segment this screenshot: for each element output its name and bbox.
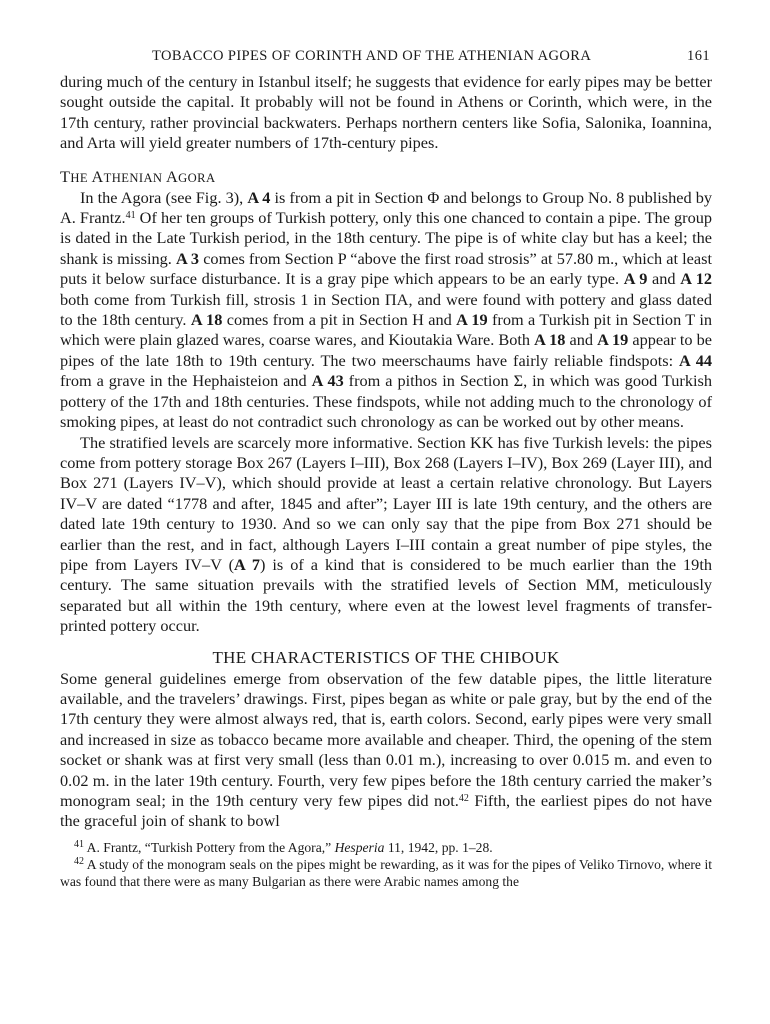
heading-athenian-agora: THE ATHENIAN AGORA xyxy=(60,166,216,186)
running-head-title: TOBACCO PIPES OF CORINTH AND OF THE ATHENIAN AGORA xyxy=(152,48,592,64)
section-title: THE CHARACTERISTICS OF THE CHIBOUK xyxy=(212,647,560,667)
catalog-ref: A 9 xyxy=(623,269,648,289)
footnote-41: $^{41}$ A. Frantz, “Turkish Pottery from the Agora,” Hesperia 11, 1942, pp. 1–28. xyxy=(74,838,493,855)
catalog-ref: A 3 xyxy=(175,248,200,268)
catalog-ref: A 18 xyxy=(190,310,223,330)
paragraph-2: In the Agora (see Fig. 3), A 4 is from a pit in Section Φ and belongs to Group No. 8 published by A. Frantz.$^{41}$ Of her ten groups of Turkish pottery, only this one chanced to contain a pipe. The group is dated in the Late Turkish period, in the 18th century. The pipe is of white clay but has a keel; the shank is missing. A 3 comes from Section P “above the first road strosis” at 57.80 m., which at least puts it below surface disturbance. It is a gray pipe which appears to be an early type. A 9 and A 12 both come from Turkish fill, strosis 1 in Section ΠΑ, and were found with pottery and glass dated to the 18th century. A 18 comes from a pit in Section H and A 19 from a Turkish pit in Section T in which were plain glazed wares, coarse wares, and Kioutakia Ware. Both A 18 and A 19 appear to be pipes of the late 18th to 19th century. The two meerschaums have fairly reliable findspots: A 44 from a grave in the Hephaisteion and A 43 from a pithos in Section Σ, in which was good Turkish pottery of the 17th and 18th centuries. These findspots, while not adding much to the chronology of smoking pipes, at least do not contradict such chronology as can be worked out by other means. xyxy=(60,187,713,432)
catalog-ref: A 19 xyxy=(456,310,488,330)
catalog-ref: A 19 xyxy=(597,330,629,350)
footnotes xyxy=(60,839,712,890)
catalog-ref: A 18 xyxy=(534,330,566,350)
footnote-ref-42[interactable]: 42 xyxy=(458,793,469,804)
footnote-42: $^{42}$ A study of the monogram seals on the pipes might be rewarding, as it was for the pipes of Veliko Tirnovo, where it was found that there were as many Bulgarian as there were Arabic names among the xyxy=(60,855,712,889)
paragraph-3: The stratified levels are scarcely more informative. Section KK has five Turkish levels: the pipes come from pottery storage Box 267 (Layers I–III), Box 268 (Layers I–IV), Box 269 (Layer III), and Box 271 (Layers IV–V), which should provide at least a certain relative chronology. But Layers IV–V are dated “1778 and after, 1845 and after”; Layer III is late 19th century, and the others are dated late 19th century to 1930. And so we can only say that the pipe from Box 271 should be earlier than the rest, and in fact, although Layers I–III contain a great number of pipe styles, the pipe from Layers IV–V (A 7) is of a kind that is considered to be much earlier than the 19th century. The same situation prevails with the stratified levels of Section MM, meticulously separated but all within the 19th century, where even at the lowest level fragments of transfer-printed pottery occur. xyxy=(60,432,712,636)
page-number: 161 xyxy=(687,48,710,64)
catalog-ref: A 43 xyxy=(311,371,344,391)
running-head xyxy=(60,48,712,72)
page xyxy=(60,48,712,890)
catalog-ref: A 4 xyxy=(247,187,271,207)
catalog-ref: A 7 xyxy=(234,554,261,574)
paragraph-4: Some general guidelines emerge from observation of the few datable pipes, the little literature available, and the travelers’ drawings. First, pipes began as white or pale gray, but by the end of the 17th century they were almost always red, that is, earth colors. Second, early pipes were very small and increased in size as tobacco became more available and cheaper. Third, the opening of the stem socket or shank was at first very small (less than 0.01 m.), increasing to over 0.015 m. and even to 0.02 m. in the later 19th century. Fourth, very few pipes before the 18th century carried the maker’s monogram seal; in the 19th century very few pipes did not.$^{42}$ Fifth, the earliest pipes do not have the graceful join of shank to bowl xyxy=(60,668,712,831)
catalog-ref: A 44 xyxy=(678,350,713,370)
footnote-ref-41[interactable]: 41 xyxy=(125,210,136,222)
paragraph-1: during much of the century in Istanbul itself; he suggests that evidence for early pipes may be better sought outside the capital. It probably will not be found in Athens or Corinth, which were, in the 17th century, rather provincial backwaters. Perhaps northern centers like Sofia, Salonika, Ioannina, and Arta will yield greater numbers of 17th-century pipes. xyxy=(60,72,712,153)
catalog-ref: A 12 xyxy=(680,269,712,289)
